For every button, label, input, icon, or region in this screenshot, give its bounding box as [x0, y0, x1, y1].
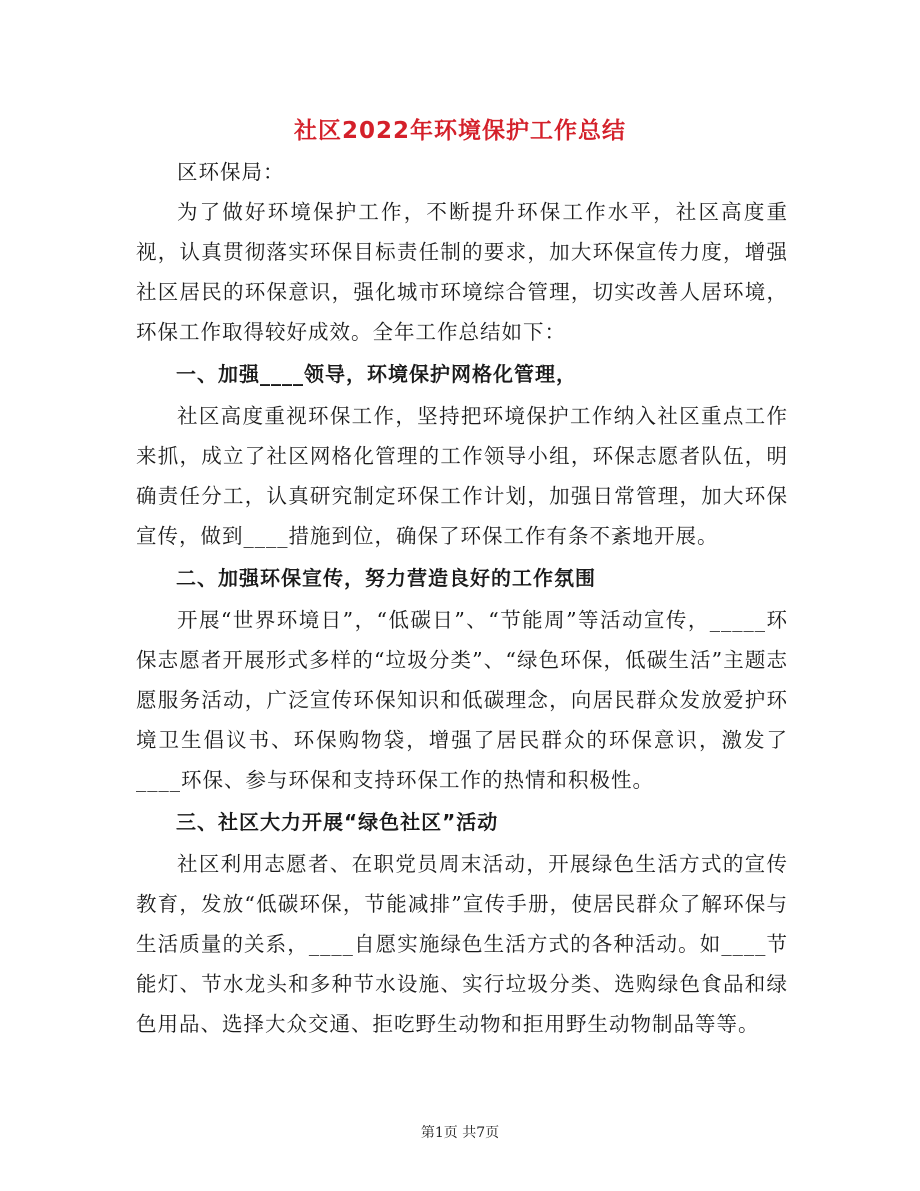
section-2-paragraph: 开展“世界环境日”，“低碳日”、“节能周”等活动宣传，_____环保志愿者开展形式多样的“垃圾分类”、“绿色环保，低碳生活”主题志愿服务活动，广泛宣传环保知识和低碳理念，向居民群众发放爱护环境卫生倡议书、环保购物袋，增强了居民群众的环保意识，激发了____环保、参与环保和支持环保工作的热情和积极性。 [136, 608, 788, 792]
document-body [136, 152, 788, 1044]
intro-paragraph: 为了做好环境保护工作，不断提升环保工作水平，社区高度重视，认真贯彻落实环保目标责任制的要求，加大环保宣传力度，增强社区居民的环保意识，强化城市环境综合管理，切实改善人居环境，环保工作取得较好成效。全年工作总结如下： [136, 200, 788, 344]
page-footer: 第1页 共7页 [420, 1125, 500, 1141]
section-heading-3: 三、社区大力开展“绿色社区”活动 [176, 810, 499, 834]
section-3-paragraph: 社区利用志愿者、在职党员周末活动，开展绿色生活方式的宣传教育，发放“低碳环保，节能减排”宣传手册，使居民群众了解环保与生活质量的关系，____自愿实施绿色生活方式的各种活动。如____节能灯、节水龙头和多种节水设施、实行垃圾分类、选购绿色食品和绿色用品、选择大众交通、拒吃野生动物和拒用野生动物制品等等。 [136, 852, 788, 1036]
section-1-paragraph: 社区高度重视环保工作，坚持把环境保护工作纳入社区重点工作来抓，成立了社区网格化管理的工作领导小组，环保志愿者队伍，明确责任分工，认真研究制定环保工作计划，加强日常管理，加大环保宣传，做到____措施到位，确保了环保工作有条不紊地开展。 [136, 404, 788, 548]
section-heading-1: 一、加强____领导，环境保护网格化管理， [176, 362, 577, 386]
salutation: 区环保局： [177, 160, 285, 184]
document-title: 社区2022年环境保护工作总结 [293, 118, 626, 144]
section-heading-2: 二、加强环保宣传，努力营造良好的工作氛围 [176, 566, 596, 590]
